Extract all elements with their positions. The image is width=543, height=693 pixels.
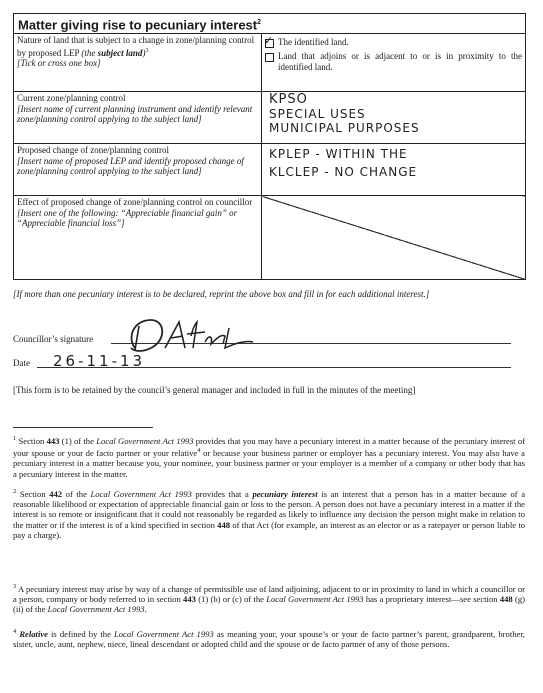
proposed-change-value[interactable]: [262, 144, 526, 196]
handwritten-line: KPLEP - WITHIN THE: [269, 147, 408, 162]
identified-land-checkbox[interactable]: [264, 34, 274, 48]
footnote-3: $^3$ A pecuniary interest may arise by way of a change of permissible use of land adjoining, adjacent to or in proximity to land in which a councillor or a person, company or body referred to in section 443 (1) (b) or (c) of the Local Government Act 1993 has a proprietary interest—see section 448 (g) (ii) of the Local Government Act 1993.: [13, 583, 525, 615]
subject-land-label: Nature of land that is subject to a change in zone/planning control by proposed LEP (the subject land)$^3$ [Tick or cross one box]: [14, 34, 262, 92]
proposed-change-label: Proposed change of zone/planning control [Insert name of proposed LEP and identify proposed change of zone/planning control applying to the subject land]: [14, 144, 262, 196]
current-control-label: Current zone/planning control [Insert name of current planning instrument and identify relevant zone/planning control applying to the subject land]: [14, 92, 262, 144]
pecuniary-interest-table: [13, 13, 526, 280]
signature-row: [13, 320, 525, 346]
handwritten-line: KPSO: [269, 92, 308, 108]
option-adjoining-land: Land that adjoins or is adjacent to or is in proximity to the identified land.: [278, 51, 522, 72]
subject-land-options: [262, 34, 526, 92]
footnote-2: $^2$ Section 442 of the Local Government Act 1993 provides that a pecuniary interest is an interest that a person has in a matter because of a reasonable likelihood or expectation of appreciable financial gain or loss to the person. A person does not have a pecuniary interest in a matter if the interest is so remote or insignificant that it could not reasonably be regarded as likely to influence any decision the person might make in relation to the matter or if the interest is of a kind specified in section 448 of that Act (for example, an interest as an elector or as a ratepayer or person liable to pay a charge).: [13, 488, 526, 541]
adjoining-land-checkbox[interactable]: [265, 53, 274, 62]
handwritten-date: 26-11-13: [53, 352, 146, 370]
current-control-value[interactable]: [262, 92, 526, 144]
footnote-4: $^4$ Relative is defined by the Local Government Act 1993 as meaning your, your spouse’s or your de facto partner’s parent, grandparent, brother, sister, uncle, aunt, nephew, niece, lineal descendant or adopted child and the spouse or de facto partner of any of those persons.: [13, 628, 525, 650]
effect-value-crossed-out: [262, 196, 526, 280]
tick-instruction: [Tick or cross one box]: [17, 57, 101, 68]
signature-label: Councillor’s signature: [13, 334, 94, 344]
date-row: [13, 350, 525, 370]
multiple-interest-note: [If more than one pecuniary interest is to be declared, reprint the above box and fill in for each additional interest.]: [13, 289, 430, 299]
table-heading: Matter giving rise to pecuniary interest$^2$: [14, 14, 526, 34]
retention-note: [This form is to be retained by the council’s general manager and included in full in the minutes of the meeting]: [13, 385, 416, 395]
footnote-1: $^1$ Section 443 (1) of the Local Government Act 1993 provides that you may have a pecuniary interest in a matter because of the pecuniary interest of your spouse or your de facto partner or your relative$^4$ or because your business partner or employer has a pecuniary interest. You may also have a pecuniary interest in a matter because you, your nominee, your business partner or your employer is a member of a company or other body that has a pecuniary interest in the matter.: [13, 435, 525, 479]
tick-mark-icon: ✓: [264, 34, 274, 48]
handwritten-line: MUNICIPAL PURPOSES: [269, 121, 420, 136]
handwritten-line: SPECIAL USES: [269, 107, 366, 122]
option-identified-land: The identified land.: [278, 37, 349, 48]
footnote-separator: [13, 427, 153, 428]
handwritten-line: KLCLEP - NO CHANGE: [269, 165, 418, 180]
effect-label: Effect of proposed change of zone/planning control on councillor [Insert one of the following: “Appreciable financial gain” or “Appreciable financial loss”]: [14, 196, 262, 280]
date-label: Date: [13, 358, 30, 368]
